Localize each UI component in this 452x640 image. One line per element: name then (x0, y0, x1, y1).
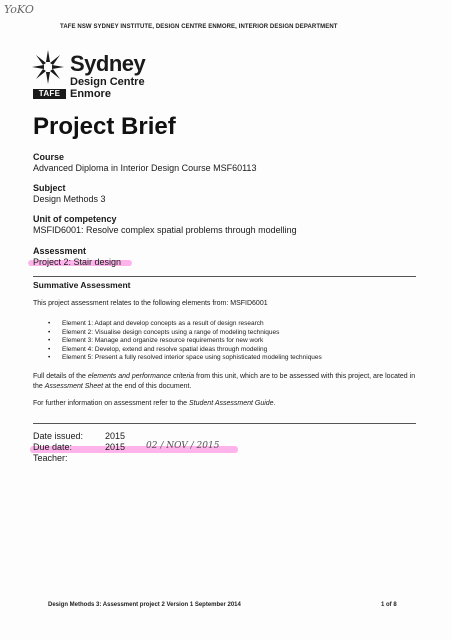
footer-document-info: Design Methods 3: Assessment project 2 Version 1 September 2014 (48, 602, 241, 608)
assessment-value: Project 2: Stair design (33, 257, 122, 267)
unit-label: Unit of competency (33, 214, 117, 224)
due-date-label: Due date: (33, 442, 73, 452)
assessment-label: Assessment (33, 246, 87, 256)
teacher-label: Teacher: (33, 453, 68, 463)
course-value: Advanced Diploma in Interior Design Course MSF60113 (33, 163, 257, 173)
summative-heading: Summative Assessment (33, 280, 131, 290)
footer-page-number: 1 of 8 (381, 602, 397, 608)
tafe-badge: TAFE (33, 89, 66, 99)
list-item: • Element 2: Visualise design concepts using a range of modeling techniques (48, 329, 322, 338)
due-date-row (33, 442, 125, 452)
logo-sydney: Sydney (70, 51, 146, 76)
unit-value: MSFID6001: Resolve complex spatial problems through modelling (33, 225, 297, 235)
handwritten-name: YoKO (4, 3, 34, 16)
sydney-star-logo-icon (32, 50, 64, 84)
list-item: • Element 5: Present a fully resolved interior space using sophisticated modeling techniques (48, 354, 322, 363)
list-item: • Element 3: Manage and organize resource requirements for new work (48, 337, 322, 346)
logo-design-centre: Design Centre (70, 76, 145, 88)
page-title: Project Brief (33, 113, 176, 140)
subject-value: Design Methods 3 (33, 194, 106, 204)
list-item: • Element 1: Adapt and develop concepts as a result of design research (48, 320, 322, 329)
dates-divider (33, 423, 416, 424)
date-issued-row (33, 431, 125, 441)
further-info-paragraph: For further information on assessment refer to the Student Assessment Guide. (33, 400, 276, 407)
summative-intro: This project assessment relates to the following elements from: MSFID6001 (33, 300, 268, 307)
list-item: • Element 4: Develop, extend and resolve spatial ideas through modeling (48, 346, 322, 355)
date-issued-label: Date issued: (33, 431, 84, 441)
due-date-handwritten: 02 / NOV / 2015 (146, 441, 220, 451)
course-label: Course (33, 152, 65, 162)
due-date-value: 2015 (105, 442, 126, 452)
date-issued-value: 2015 (105, 431, 126, 441)
logo-enmore: Enmore (70, 88, 111, 100)
subject-label: Subject (33, 183, 66, 193)
details-paragraph: Full details of the elements and performance criteria from this unit, which are to be assessed with this project, are located in the Assessment Sheet at the end of this document. (33, 373, 416, 390)
institute-header: TAFE NSW SYDNEY INSTITUTE, DESIGN CENTRE ENMORE, INTERIOR DESIGN DEPARTMENT (60, 24, 338, 30)
section-divider (33, 276, 416, 277)
elements-list (48, 320, 322, 363)
